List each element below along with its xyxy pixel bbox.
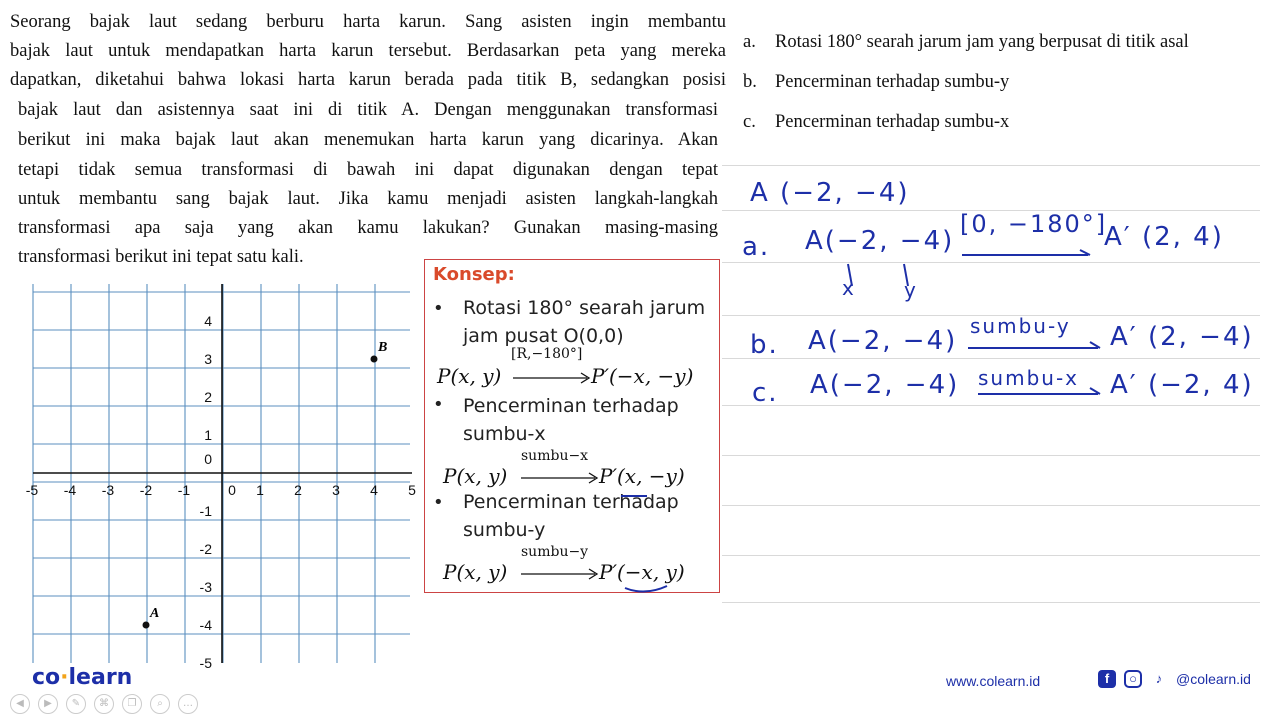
more-icon[interactable]: … (178, 694, 198, 714)
copy-icon[interactable]: ❐ (122, 694, 142, 714)
hw-c-op: sumbu-x (978, 366, 1080, 390)
logo-dot: · (60, 665, 69, 690)
choice-b-label: b. (743, 72, 757, 92)
problem-line-1: Seorang bajak laut sedang berburu harta karun. Sang asisten ingin membantu (10, 12, 726, 32)
rewind-icon[interactable]: ◀ (10, 694, 30, 714)
rotation-arrow (513, 373, 589, 383)
y-tick-label: -2 (199, 541, 212, 557)
konsep-box (424, 259, 720, 593)
problem-line-3: dapatkan, diketahui bahwa lokasi harta karun berada pada titik B, sedangkan posisi (10, 70, 726, 90)
clip-icon[interactable]: ⌘ (94, 694, 114, 714)
choice-b-text: Pencerminan terhadap sumbu-y (775, 72, 1010, 92)
konsep-mirror-x-arrow-label: sumbu−x (521, 448, 589, 464)
hw-a-point: A(−2, −4) (805, 226, 955, 256)
footer-url[interactable]: www.colearn.id (946, 673, 1041, 689)
hw-b-arrow (968, 342, 1100, 348)
problem-line-7: untuk membantu sang bajak laut. Jika kamu menjadi asisten langkah-langkah (18, 189, 718, 209)
konsep-arrows (425, 260, 721, 594)
konsep-mirror-y-text: Pencerminan terhadap sumbu-y (463, 491, 679, 541)
hw-c-point: A(−2, −4) (810, 370, 960, 400)
konsep-rotation-right: P′(−x, −y) (591, 364, 694, 388)
problem-line-9: transformasi berikut ini tepat satu kali. (18, 247, 304, 267)
konsep-mirror-x-left: P(x, y) (443, 464, 508, 488)
x-tick-label: 0 (228, 482, 236, 498)
hw-c-arrow (978, 388, 1100, 394)
footer-social (1098, 670, 1251, 688)
x-tick-label: -4 (63, 482, 77, 498)
problem-line-8: transformasi apa saja yang akan kamu lakukan? Gunakan masing-masing (18, 218, 718, 238)
x-tick-label: -5 (25, 482, 39, 498)
x-tick-label: 2 (294, 482, 302, 498)
x-tick-label: 4 (370, 482, 378, 498)
y-tick-label: 0 (204, 451, 212, 467)
hw-a-line: A (−2, −4) (750, 178, 910, 208)
pen-icon[interactable]: ✎ (66, 694, 86, 714)
konsep-rotation-arrow-label: [R,−180°] (511, 346, 583, 362)
mirror-y-arrow (521, 569, 597, 579)
choice-a-label: a. (743, 32, 756, 52)
coordinate-grid (0, 268, 425, 668)
player-controls (10, 694, 198, 714)
x-tick-label: 5 (408, 482, 416, 498)
y-tick-label: -3 (199, 579, 212, 595)
konsep-mirror-y-right: P′(−x, y) (599, 560, 685, 584)
problem-line-5: berikut ini maka bajak laut akan menemukan harta karun yang dicarinya. Akan (18, 130, 718, 150)
hw-b-point: A(−2, −4) (808, 326, 958, 356)
hw-a-op: [0, −180°] (960, 210, 1108, 238)
colearn-logo (32, 665, 132, 690)
hw-a-note-y: y (904, 278, 918, 302)
facebook-icon[interactable]: f (1098, 670, 1116, 688)
konsep-mirror-x-text: Pencerminan terhadap sumbu-x (463, 395, 679, 445)
mirror-x-arrow (521, 473, 597, 483)
x-tick-label: -1 (177, 482, 191, 498)
hw-a-label: a. (742, 232, 771, 262)
hw-c-label: c. (752, 378, 779, 408)
bullet-icon: • (433, 492, 444, 513)
konsep-mirror-y-left: P(x, y) (443, 560, 508, 584)
y-tick-label: 1 (204, 427, 212, 443)
choice-c-text: Pencerminan terhadap sumbu-x (775, 112, 1010, 132)
point-b-label: B (378, 340, 388, 355)
tiktok-icon[interactable]: ♪ (1155, 671, 1163, 686)
social-handle: @colearn.id (1176, 671, 1251, 687)
bullet-icon: • (433, 298, 444, 319)
problem-line-6: tetapi tidak semua transformasi di bawah ini dapat digunakan dengan tepat (18, 160, 718, 180)
problem-line-2: bajak laut untuk mendapatkan harta karun tersebut. Berdasarkan peta yang mereka (10, 41, 726, 61)
y-tick-label: -1 (199, 503, 212, 519)
konsep-rotation-left: P(x, y) (437, 364, 502, 388)
grid-svg (0, 268, 425, 668)
point-b (371, 356, 378, 363)
hw-a-note-x-mark (848, 264, 852, 286)
y-tick-label: 2 (204, 389, 212, 405)
point-a (143, 622, 150, 629)
hw-c-result: A′ (−2, 4) (1110, 370, 1254, 400)
hw-a-note-y-mark (904, 264, 908, 286)
x-tick-label: 3 (332, 482, 340, 498)
hw-b-result: A′ (2, −4) (1110, 322, 1254, 352)
hw-a-note-x: x (842, 276, 856, 300)
instagram-icon[interactable]: ○ (1124, 670, 1142, 688)
problem-line-4: bajak laut dan asistennya saat ini di titik A. Dengan menggunakan transformasi (18, 100, 718, 120)
y-tick-label: -5 (199, 655, 212, 668)
konsep-rotation-text: Rotasi 180° searah jarum jam pusat O(0,0) (463, 297, 706, 347)
konsep-mirror-y-arrow-label: sumbu−y (521, 544, 589, 560)
y-tick-label: 4 (204, 313, 212, 329)
hw-a-arrow (962, 250, 1090, 255)
hw-b-label: b. (750, 330, 779, 360)
choice-a-text: Rotasi 180° searah jarum jam yang berpusat di titik asal (775, 32, 1189, 52)
konsep-mirror-x-right: P′(x, −y) (599, 464, 685, 488)
logo-right: learn (68, 665, 133, 690)
choice-c-label: c. (743, 112, 756, 132)
y-tick-label: -4 (199, 617, 212, 633)
mirror-y-underline (625, 586, 667, 592)
bullet-icon: • (433, 394, 444, 415)
logo-left: co (32, 665, 61, 690)
x-tick-label: 1 (256, 482, 264, 498)
y-tick-label: 3 (204, 351, 212, 367)
x-tick-label: -2 (139, 482, 153, 498)
x-tick-label: -3 (101, 482, 115, 498)
hw-b-op: sumbu-y (970, 314, 1071, 338)
play-icon[interactable]: ▶ (38, 694, 58, 714)
search-icon[interactable]: ⌕ (150, 694, 170, 714)
hw-a-result: A′ (2, 4) (1104, 222, 1224, 252)
point-a-label: A (150, 606, 160, 621)
konsep-title: Konsep: (433, 264, 515, 285)
